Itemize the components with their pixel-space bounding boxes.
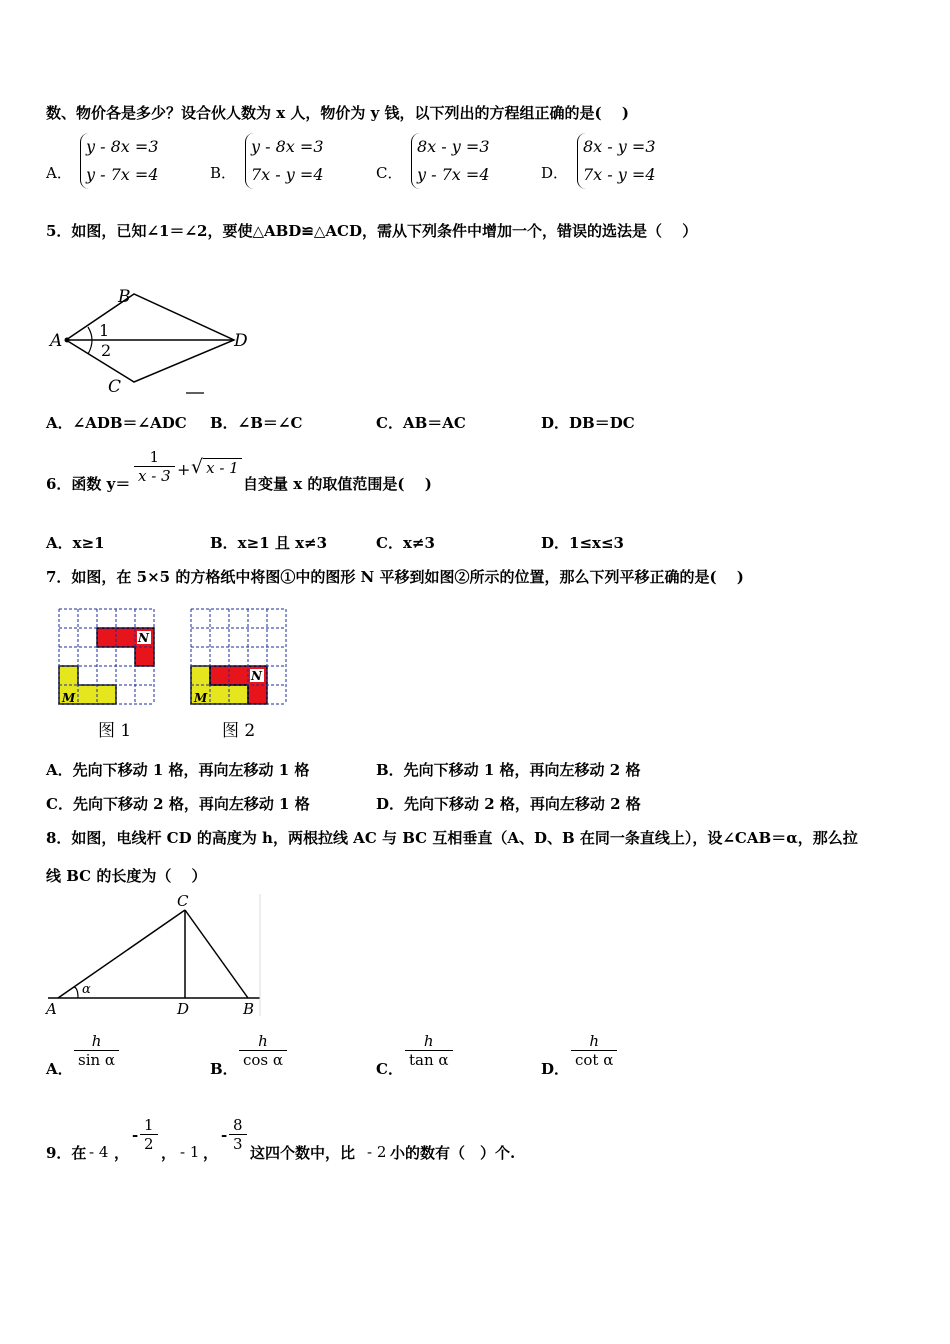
q5-option-c: C．AB＝AC (376, 414, 466, 432)
q6-option-c: C．x≠3 (376, 534, 435, 552)
q9-mid: 这四个数中，比 (250, 1144, 356, 1162)
q6-option-d: D．1≤x≤3 (541, 534, 624, 552)
q4-option-a-system (80, 133, 159, 189)
q7-fig2-caption: 图 2 (222, 721, 256, 741)
q5-label-angle2: 2 (101, 341, 112, 360)
q7-fig2-label-m: M (194, 691, 208, 705)
q9-frac1-num: 1 (144, 1116, 154, 1134)
q9-sep-2: ， (161, 1144, 177, 1162)
q8-option-b-fraction (239, 1032, 287, 1069)
q6-fraction (134, 448, 175, 485)
q5-label-d: D (234, 331, 248, 351)
q8-triangle-figure (44, 892, 264, 1022)
q6-sqrt-radicand: x - 1 (203, 458, 242, 477)
q8-option-b-label: B． (210, 1060, 238, 1078)
q8-option-d-fraction (571, 1032, 617, 1069)
q8-c-num: h (423, 1032, 434, 1050)
q4-c-eq1: 8x - y =3 (417, 137, 490, 156)
q7-option-d: D．先向下移动 2 格，再向左移动 2 格 (376, 795, 641, 813)
q7-fig2-label-n: N (251, 669, 262, 683)
q9-number-3: - 1 (180, 1143, 200, 1161)
q8-option-a-fraction (74, 1032, 119, 1069)
q8-d-den: cot α (571, 1050, 617, 1069)
q5-label-b: B (118, 287, 131, 307)
q8-stem-line2: 线 BC 的长度为（ ） (46, 867, 207, 885)
q5-option-b: B．∠B＝∠C (210, 414, 303, 432)
q8-a-num: h (91, 1032, 102, 1050)
q4-option-b-system (245, 133, 324, 189)
q5-option-a: A．∠ADB＝∠ADC (46, 414, 187, 432)
q7-fig1-label-n: N (138, 631, 149, 645)
q4-a-eq2: y - 7x =4 (86, 165, 159, 184)
q9-frac2-den: 3 (229, 1134, 247, 1153)
q9-sep-3: ， (203, 1144, 219, 1162)
q6-plus: + (177, 460, 191, 479)
q8-label-d: D (177, 1000, 190, 1018)
q4-option-b-label: B． (210, 164, 237, 182)
q7-option-c: C．先向下移动 2 格，再向左移动 1 格 (46, 795, 310, 813)
q9-prefix: 9．在 (46, 1144, 87, 1162)
q5-option-d: D．DB＝DC (541, 414, 635, 432)
q4-b-eq1: y - 8x =3 (251, 137, 324, 156)
q6-sqrt: √ x - 1 (191, 456, 242, 478)
q8-option-c-fraction (405, 1032, 453, 1069)
q8-label-b: B (243, 1000, 255, 1018)
q6-suffix: 自变量 x 的取值范围是( ) (243, 475, 432, 493)
q8-label-c: C (177, 892, 189, 910)
q4-d-eq2: 7x - y =4 (583, 165, 656, 184)
q6-option-a: A．x≥1 (46, 534, 105, 552)
q7-option-b: B．先向下移动 1 格，再向左移动 2 格 (376, 761, 641, 779)
q4-b-eq2: 7x - y =4 (251, 165, 324, 184)
q5-label-angle1: 1 (99, 321, 110, 340)
q6-option-b: B．x≥1 且 x≠3 (210, 534, 328, 552)
q9-number-5: - 2 (367, 1143, 387, 1161)
q4-option-d-system (577, 133, 656, 189)
q9-suffix: 小的数有（ ）个. (390, 1144, 516, 1162)
q9-frac2-num: 8 (233, 1116, 243, 1134)
q4-option-c-system (411, 133, 490, 189)
q6-frac-num: 1 (149, 448, 160, 466)
q8-label-alpha: α (82, 982, 91, 997)
q8-label-a: A (46, 1000, 57, 1018)
q5-stem: 5．如图，已知∠1＝∠2，要使△ABD≌△ACD，需从下列条件中增加一个，错误的选法是（ ） (46, 222, 698, 240)
q4-c-eq2: y - 7x =4 (417, 165, 490, 184)
q4-d-eq1: 8x - y =3 (583, 137, 656, 156)
q9-fraction-1 (140, 1116, 158, 1153)
q8-b-den: cos α (239, 1050, 287, 1069)
q8-c-den: tan α (405, 1050, 453, 1069)
q5-label-c: C (108, 377, 122, 397)
q7-stem: 7．如图，在 5×5 的方格纸中将图①中的图形 N 平移到如图②所示的位置，那么下列平移正确的是( ) (46, 568, 744, 586)
q7-figure-1-grid (57, 606, 157, 712)
q5-kite-figure (44, 282, 264, 402)
q7-fig1-label-m: M (62, 691, 76, 705)
q9-sep-1: ， (114, 1144, 130, 1162)
q8-option-d-label: D． (541, 1060, 570, 1078)
q9-fraction-2 (229, 1116, 247, 1153)
q7-option-a: A．先向下移动 1 格，再向左移动 1 格 (46, 761, 310, 779)
q4-stem: 数、物价各是多少？设合伙人数为 x 人，物价为 y 钱，以下列出的方程组正确的是( ) (46, 104, 629, 122)
q8-option-a-label: A． (46, 1060, 73, 1078)
q8-option-c-label: C． (376, 1060, 403, 1078)
q8-stem-line1: 8．如图，电线杆 CD 的高度为 h，两根拉线 AC 与 BC 互相垂直（A、D、B 在同一条直线上），设∠CAB＝α，那么拉 (46, 829, 858, 847)
q7-figure-2-grid (189, 606, 289, 712)
q9-frac1-den: 2 (140, 1134, 158, 1153)
q8-a-den: sin α (74, 1050, 119, 1069)
q4-a-eq1: y - 8x =3 (86, 137, 159, 156)
q4-option-d-label: D． (541, 164, 569, 182)
q6-frac-den: x - 3 (134, 466, 175, 485)
q8-d-num: h (589, 1032, 600, 1050)
q9-minus-1: - (132, 1126, 139, 1144)
q5-label-a: A (50, 331, 63, 351)
q7-fig1-caption: 图 1 (98, 721, 132, 741)
q8-b-num: h (258, 1032, 268, 1050)
q6-prefix: 6．函数 y＝ (46, 475, 131, 493)
q4-option-c-label: C． (376, 164, 403, 182)
q4-option-a-label: A． (46, 164, 72, 182)
q9-minus-2: - (221, 1126, 228, 1144)
q9-number-1: - 4 (89, 1143, 109, 1161)
